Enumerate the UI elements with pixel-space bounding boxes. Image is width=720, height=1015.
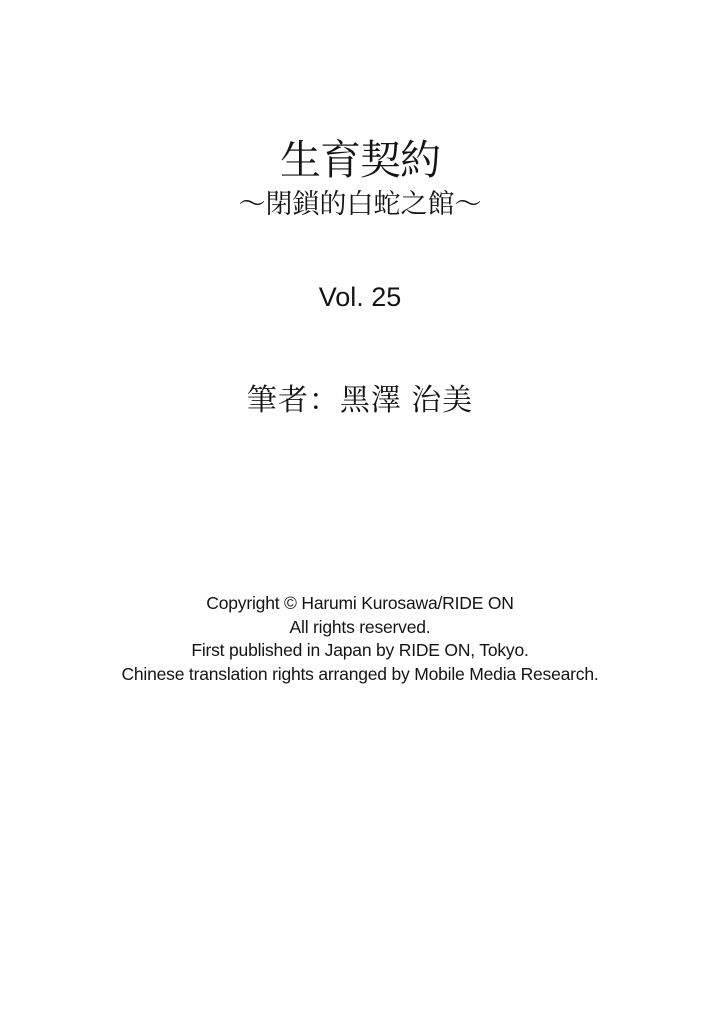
book-title: 生育契約 [280, 137, 440, 183]
copyright-line-rights: All rights reserved. [289, 616, 431, 637]
copyright-line-holder: Copyright © Harumi Kurosawa/RIDE ON [206, 593, 514, 613]
book-subtitle: ～閉鎖的白蛇之館～ [238, 189, 482, 219]
copyright-block [0, 592, 720, 686]
author-line: 筆者：黑澤 治美 [246, 384, 474, 417]
volume-number: Vol. 25 [318, 282, 402, 312]
copyright-line-publisher: First published in Japan by RIDE ON, Tokyo. [191, 640, 529, 660]
copyright-line-translation: Chinese translation rights arranged by Mobile Media Research. [121, 663, 599, 684]
